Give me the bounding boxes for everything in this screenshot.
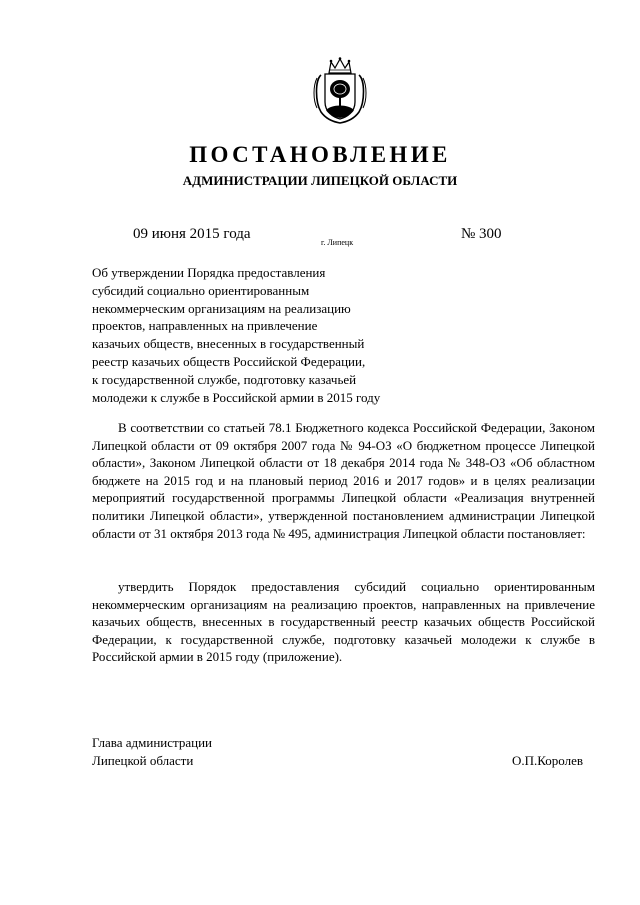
subject-line: некоммерческим организациям на реализацию	[92, 300, 351, 316]
signatory-position-line: Глава администрации	[92, 735, 213, 750]
paragraph-text: утвердить Порядок предоставления субсидий социально ориентированным некоммерческим организациям на реализацию проектов, направленных на привлечение казачьих обществ, внесенных в государственный реестр казачьих обществ Российской Федерации, к государственной службе, подготовку казачьей молодежи к службе в Российской армии в 2015 году (приложение).	[92, 579, 595, 665]
body-paragraph-resolution	[92, 578, 595, 666]
subject-line: молодежи к службе в Российской армии в 2015 году	[92, 389, 381, 405]
document-number: № 300	[461, 226, 502, 242]
document-title: ПОСТАНОВЛЕНИЕ	[189, 142, 451, 167]
body-paragraph-preamble	[92, 419, 595, 542]
document-subtitle: АДМИНИСТРАЦИИ ЛИПЕЦКОЙ ОБЛАСТИ	[182, 173, 458, 188]
document-date: 09 июня 2015 года	[133, 226, 251, 242]
signatory-name: О.П.Королев	[512, 753, 584, 768]
signatory-position-line: Липецкой области	[92, 752, 194, 768]
subject-line: субсидий социально ориентированным	[92, 282, 310, 298]
document-subject	[92, 264, 442, 406]
paragraph-text: В соответствии со статьей 78.1 Бюджетного кодекса Российской Федерации, Законом Липецкой области от 09 октября 2007 года № 94-ОЗ «О бюджетном процессе Липецкой области», Законом Липецкой области от 18 декабря 2014 года № 348-ОЗ «Об областном бюджете на 2015 год и на плановый период 2016 и 2017 годов» и в целях реализации мероприятий государственной программы Липецкой области «Реализация внутренней политики Липецкой области», утвержденной постановлением администрации Липецкой области от 31 октября 2013 года № 495, администрация Липецкой области постановляет:	[92, 420, 595, 541]
signatory-position	[92, 734, 212, 769]
lipetsk-coat-of-arms-icon	[312, 56, 368, 126]
subject-line: к государственной службе, подготовку казачьей	[92, 371, 357, 387]
subject-line: реестр казачьих обществ Российской Федерации,	[92, 353, 366, 369]
document-city: г. Липецк	[321, 238, 354, 247]
subject-line: проектов, направленных на привлечение	[92, 318, 318, 334]
subject-line: казачьих обществ, внесенных в государственный	[92, 336, 365, 352]
subject-line: Об утверждении Порядка предоставления	[92, 265, 326, 280]
